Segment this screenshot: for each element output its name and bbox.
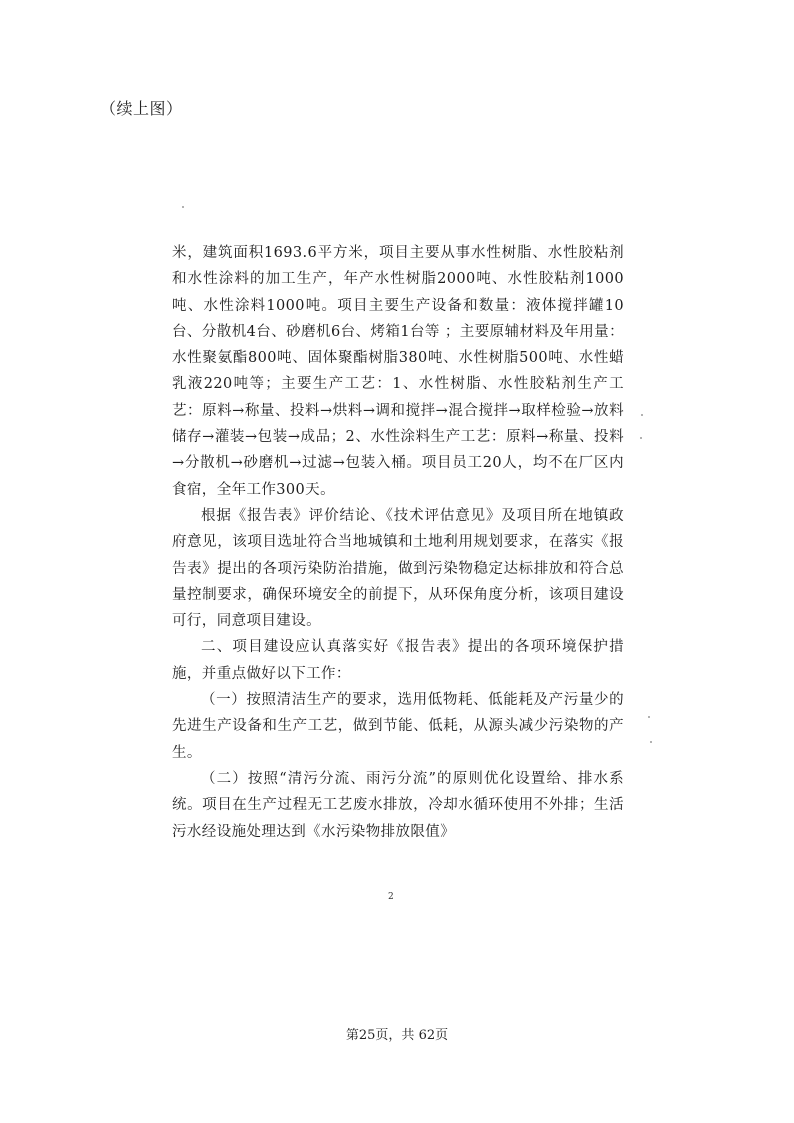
scan-speck [641,414,643,416]
scan-speck [640,437,642,439]
paragraph-item-two: （二）按照“清污分流、雨污分流”的原则优化设置给、排水系统。项目在生产过程无工艺废水排放，冷却水循环使用不外排；生活污水经设施处理达到《水污染物排放限值》 [172,770,624,840]
scan-speck [182,206,184,208]
paragraph-item-one: （一）按照清洁生产的要求，选用低物耗、低能耗及产污量少的先进生产设备和生产工艺，做到节能、低耗，从源头减少污染物的产生。 [172,692,624,761]
inner-page-number: 2 [388,892,394,902]
scan-speck [650,741,652,743]
document-body [172,240,624,845]
continuation-note: （续上图） [100,99,183,118]
paragraph-project-overview: 米，建筑面积1693.6平方米，项目主要从事水性树脂、水性胶粘剂和水性涂料的加工生产，年产水性树脂2000吨、水性胶粘剂1000吨、水性涂料1000吨。项目主要生产设备和数量：液体搅拌罐10台、分散机4台、砂磨机6台、烤箱1台等 ；主要原辅材料及年用量：水性聚氨酯800吨、固体聚酯树脂380吨、水性树脂500吨、水性蜡乳液220吨等；主要生产工艺：1、水性树脂、水性胶粘剂生产工艺：原料→称量、投料→烘料→调和搅拌→混合搅拌→取样检验→放料储存→灌装→包装→成品；2、水性涂料生产工艺：原料→称量、投料→分散机→砂磨机→过滤→包装入桶。项目员工20人，均不在厂区内食宿，全年工作300天。 [172,245,624,498]
paragraph-approval-conclusion: 根据《报告表》评价结论、《技术评估意见》及项目所在地镇政府意见，该项目选址符合当地城镇和土地利用规划要求，在落实《报告表》提出的各项污染防治措施，做到污染物稳定达标排放和符合总量控制要求，确保环境安全的前提下，从环保角度分析，该项目建设可行，同意项目建设。 [172,507,624,630]
scan-speck [648,716,650,718]
paragraph-section-two-heading: 二、项目建设应认真落实好《报告表》提出的各项环境保护措施，并重点做好以下工作： [172,639,624,682]
page-footer: 第25页，共 62页 [345,1028,449,1043]
